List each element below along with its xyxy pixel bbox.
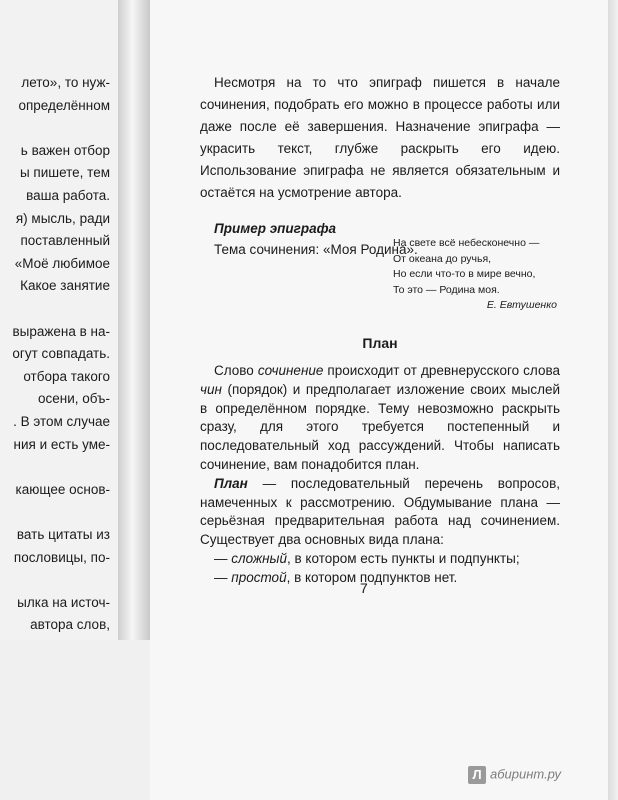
text-run: — последовательный перечень вопросов, намеченных к рассмотрению. Обдумывание плана — серьёзная предварительная работа над сочинением. Существует два основных вида плана: [200,475,560,548]
left-page-line: автора слов, [30,617,110,633]
intro-paragraph: Несмотря на то что эпиграф пишется в начале сочинения, подобрать его можно в процессе работы или даже после её завершения. Назначение эпиграфа — украсить текст, глубже раскрыть его идею. Использование эпиграфа не является обязательным и остаётся на усмотрение автора. [200,75,560,200]
plan-paragraph-1 [200,362,560,475]
left-page-line: ния и есть уме- [13,436,110,452]
text-run: Слово [214,363,258,378]
left-page-line: . В этом случае [13,414,110,429]
labirint-logo-icon: Л [468,766,486,784]
poem-line: Но если что-то в мире вечно, [393,268,536,280]
poem-line: От океана до ручья, [393,252,492,265]
book-spine [118,0,150,640]
left-page-line: пословицы, по- [13,549,110,565]
term-plan: План [214,475,248,491]
scanner-background [0,640,150,800]
poem-line: На свете всё небесконечно — [393,237,540,249]
term-complex: сложный [231,550,287,566]
watermark [468,766,561,784]
left-page-line: ылка на источ- [17,594,110,610]
example-topic: Тема сочинения: «Моя Родина». [214,242,418,257]
term-simple: простой [231,569,287,585]
text-run: , в котором есть пункты и подпункты; [287,550,520,566]
poem-author: Е. Евтушенко [486,299,557,311]
term-composition: сочинение [257,363,324,378]
left-page-line: поставленный [20,233,110,249]
left-page-line: «Моё любимое [14,255,110,271]
plan-section [200,362,560,588]
page-edge [608,0,618,800]
left-page-line: ь важен отбор [20,142,110,158]
left-page-line: я) мысль, ради [15,210,110,226]
text-run: , в котором подпунктов нет. [286,569,458,585]
left-page-line: выражена в на- [12,323,110,339]
left-page-line: ы пишете, тем [19,165,110,181]
list-item [200,569,560,588]
left-page-line: определённом [18,97,110,113]
example-heading: Пример эпиграфа [214,221,337,236]
left-page-line: огут совпадать. [12,346,110,362]
left-page [0,0,118,640]
text-run: (порядок) и предполагает изложение своих мыслей в определённом порядке. Тему невозможно раскрыть сразу, для этого требуется постепенный и последовательный ход рассуждений. Чтобы написать сочинение, вам понадобится план. [200,381,560,472]
text-run: происходит от древнерусского слова [323,363,560,378]
left-page-line: Какое занятие [20,278,110,294]
section-title: План [362,335,398,351]
watermark-text: абиринт.ру [490,766,561,782]
list-dash: — [214,550,232,566]
list-item [200,550,560,569]
left-page-line: кающее основ- [15,481,110,497]
epigraph-poem [393,236,561,314]
left-page-line: лето», то нуж- [21,75,110,90]
page-number: 7 [360,580,368,596]
term-chin: чин [200,381,222,397]
intro-section [200,72,560,260]
left-page-line: отбора такого [23,368,110,384]
left-page-line: ваша работа. [26,188,110,203]
plan-paragraph-2 [200,475,560,550]
left-page-line: осени, объ- [38,391,110,407]
left-page-line: вать цитаты из [16,527,110,542]
list-dash: — [214,569,232,585]
poem-line: То это — Родина моя. [393,283,500,296]
